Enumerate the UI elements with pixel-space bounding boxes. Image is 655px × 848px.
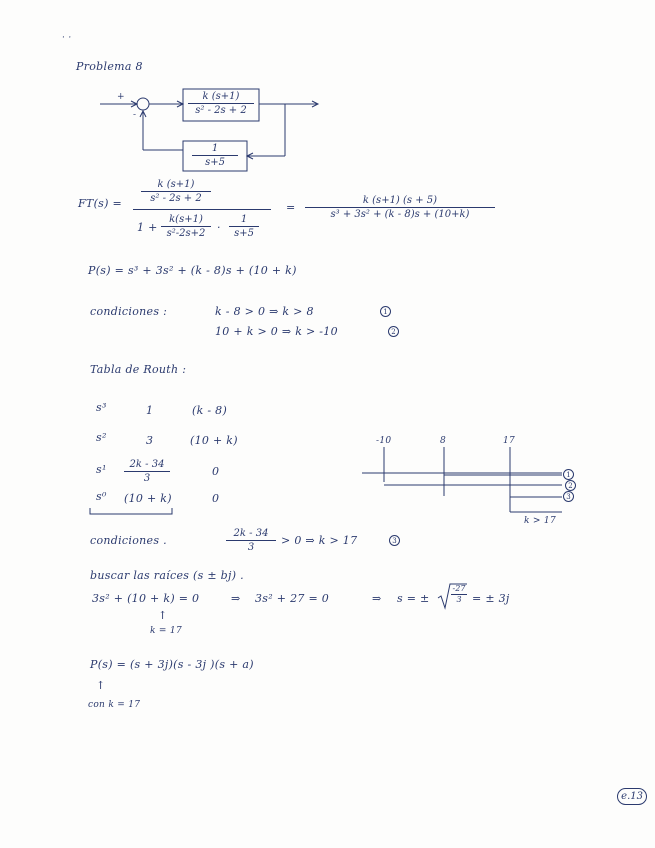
ft-main-bar xyxy=(133,209,271,210)
problem-title: Problema 8 xyxy=(76,60,143,73)
ft-num-num: k (s+1) xyxy=(157,179,195,190)
forward-num: k (s+1) xyxy=(202,91,240,102)
ft-equals: = xyxy=(286,201,296,214)
region-mark-2: 2 xyxy=(565,480,576,491)
routh-power-s0: s⁰ xyxy=(96,490,107,503)
routh-power-s2: s² xyxy=(96,431,107,444)
routh-s1-num: 2k - 34 xyxy=(129,459,165,470)
ft-den-dot: · xyxy=(217,221,221,234)
aux-equation-2: 3s² + 27 = 0 xyxy=(255,592,330,605)
ft-den-frac1-num: k(s+1) xyxy=(169,214,203,225)
condition-mark-2: 2 xyxy=(388,326,399,337)
sqrt-num: -27 xyxy=(452,584,466,593)
routh-s3-c2: (k - 8) xyxy=(192,404,228,417)
ft-result-den: s³ + 3s² + (k - 8)s + (10+k) xyxy=(330,209,470,220)
routh-s2-c2: (10 + k) xyxy=(190,434,238,447)
ft-denominator xyxy=(133,213,271,243)
routh-s1-den: 3 xyxy=(143,473,151,484)
ft-numerator xyxy=(141,178,211,205)
conditions2-rest: > 0 ⇒ k > 17 xyxy=(281,534,358,547)
routh-s0-c1: (10 + k) xyxy=(124,492,172,505)
ft-big-fraction xyxy=(133,178,271,243)
ft-result xyxy=(305,194,495,221)
factorized-polynomial: P(s) = (s + 3j)(s - 3j )(s + a) xyxy=(90,658,254,671)
routh-s1-c2: 0 xyxy=(212,465,220,478)
routh-s2-c1: 3 xyxy=(146,434,154,447)
summing-junction xyxy=(137,98,149,110)
routh-power-s1: s¹ xyxy=(96,463,107,476)
condition-line-1: k - 8 > 0 ⇒ k > 8 xyxy=(215,305,314,318)
forward-den: s² - 2s + 2 xyxy=(195,105,247,116)
feedback-den: s+5 xyxy=(205,157,225,168)
characteristic-polynomial: P(s) = s³ + 3s² + (k - 8)s + (10 + k) xyxy=(88,264,297,277)
forward-transfer-function xyxy=(188,90,254,117)
feedback-num: 1 xyxy=(211,143,219,154)
ft-den-frac1-den: s²-2s+2 xyxy=(166,228,206,239)
region-mark-1: 1 xyxy=(563,469,574,480)
ft-den-frac2-num: 1 xyxy=(240,214,248,225)
region-mark-3: 3 xyxy=(563,491,574,502)
condition-line-2: 10 + k > 0 ⇒ k > -10 xyxy=(215,325,338,338)
conditions-label-2: condiciones . xyxy=(90,534,167,547)
k-note: k = 17 xyxy=(150,626,182,636)
ft-den-frac1 xyxy=(161,213,211,240)
sqrt-den: 3 xyxy=(456,595,462,604)
ft-label: FT(s) = xyxy=(78,197,123,210)
implies-1: ⇒ xyxy=(231,592,241,605)
s-equals: s = ± xyxy=(397,592,430,605)
tick-label-minus10: -10 xyxy=(376,436,392,446)
k-arrow: ↑ xyxy=(158,609,168,622)
minus-sign: - xyxy=(133,110,137,120)
aux-equation: 3s² + (10 + k) = 0 xyxy=(92,592,200,605)
condition-mark-1: 1 xyxy=(380,306,391,317)
factorized-arrow: ↑ xyxy=(96,679,106,692)
routh-s3-c1: 1 xyxy=(146,404,154,417)
s-result: = ± 3j xyxy=(472,592,510,605)
routh-title: Tabla de Routh : xyxy=(90,363,187,376)
plus-sign: + xyxy=(117,92,125,102)
conditions2-den: 3 xyxy=(247,542,255,553)
feedback-transfer-function xyxy=(192,142,238,169)
page-badge: e.13 xyxy=(617,788,647,805)
ft-num-den: s² - 2s + 2 xyxy=(150,193,202,204)
ft-den-prefix: 1 + xyxy=(137,221,158,234)
routh-s1-c1 xyxy=(124,458,170,485)
conditions2-mark: 3 xyxy=(389,535,400,546)
tick-label-17: 17 xyxy=(503,436,516,446)
ft-result-num: k (s+1) (s + 5) xyxy=(362,195,438,206)
conditions2-num: 2k - 34 xyxy=(233,528,269,539)
roots-search-line: buscar las raíces (s ± bj) . xyxy=(90,569,244,582)
implies-2: ⇒ xyxy=(372,592,382,605)
routh-power-s3: s³ xyxy=(96,401,107,414)
conditions-label-1: condiciones : xyxy=(90,305,168,318)
tick-label-8: 8 xyxy=(440,436,447,446)
number-line-result: k > 17 xyxy=(524,516,556,526)
conditions2-fraction xyxy=(226,527,276,554)
sqrt-fraction xyxy=(451,584,467,605)
routh-bracket xyxy=(90,508,172,514)
ft-den-frac2 xyxy=(229,213,259,240)
corner-dots: · · xyxy=(62,33,72,43)
routh-s0-c2: 0 xyxy=(212,492,220,505)
factorized-note: con k = 17 xyxy=(88,700,141,710)
ft-den-frac2-den: s+5 xyxy=(234,228,254,239)
